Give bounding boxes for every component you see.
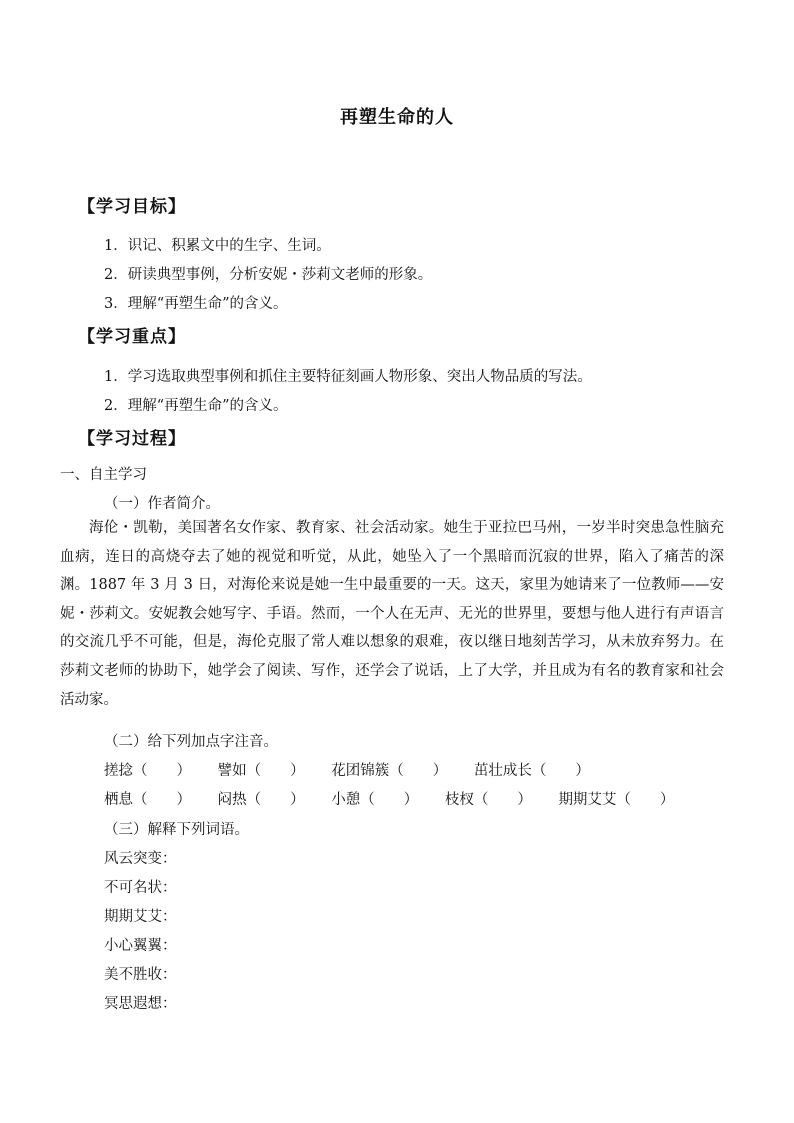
pinyin-row-1 <box>104 759 612 780</box>
vocab-item: 小心翼翼： <box>104 938 177 954</box>
pinyin-item: 譬如（ ） <box>217 763 305 779</box>
goal-item-1: 1．识记、积累文中的生字、生词。 <box>104 238 331 254</box>
pinyin-item: 茁壮成长（ ） <box>473 763 590 779</box>
vocab-item: 美不胜收： <box>104 967 177 983</box>
vocab-item: 风云突变： <box>104 851 177 867</box>
vocab-item: 不可名状： <box>104 880 177 896</box>
pinyin-item: 小憩（ ） <box>331 792 419 808</box>
process-heading: 【学习过程】 <box>78 429 186 449</box>
pinyin-item: 枝杈（ ） <box>444 792 532 808</box>
subsection-author-heading: （一）作者简介。 <box>104 496 220 512</box>
goal-item-3: 3．理解“再塑生命”的含义。 <box>104 296 288 312</box>
goals-heading: 【学习目标】 <box>78 197 186 217</box>
pinyin-item: 闷热（ ） <box>217 792 305 808</box>
goal-item-2: 2．研读典型事例，分析安妮・莎莉文老师的形象。 <box>104 267 433 283</box>
pinyin-item: 花团锦簇（ ） <box>331 763 448 779</box>
focus-item-2: 2．理解“再塑生命”的含义。 <box>104 398 288 414</box>
pinyin-item: 搓捻（ ） <box>104 763 191 779</box>
pinyin-item: 栖息（ ） <box>104 792 191 808</box>
page-title: 再塑生命的人 <box>340 107 454 128</box>
vocab-item: 冥思遐想： <box>104 996 177 1012</box>
part-one-heading: 一、自主学习 <box>60 467 147 483</box>
vocab-item: 期期艾艾： <box>104 909 177 925</box>
focus-item-1: 1．学习选取典型事例和抓住主要特征刻画人物形象、突出人物品质的写法。 <box>104 369 592 385</box>
subsection-pinyin-heading: （二）给下列加点字注音。 <box>104 734 278 750</box>
pinyin-row-2 <box>104 788 696 809</box>
pinyin-item: 期期艾艾（ ） <box>558 792 675 808</box>
focus-heading: 【学习重点】 <box>78 327 186 347</box>
author-bio-paragraph: 海伦・凯勒，美国著名女作家、教育家、社会活动家。她生于亚拉巴马州，一岁半时突患急性脑充血病，连日的高烧夺去了她的视觉和听觉，从此，她坠入了一个黑暗而沉寂的世界，陷入了痛苦的深渊。1887 年 3 月 3 日，对海伦来说是她一生中最重要的一天。这天，家里为她请来了一位教师——安妮・莎莉文。安妮教会她写字、手语。然而，一个人在无声、无光的世界里，要想与他人进行有声语言的交流几乎不可能，但是，海伦克服了常人难以想象的艰难，夜以继日地刻苦学习，从未放弃努力。在莎莉文老师的协助下，她学会了阅读、写作，还学会了说话，上了大学，并且成为有名的教育家和社会活动家。 <box>60 520 724 708</box>
subsection-vocab-heading: （三）解释下列词语。 <box>104 822 249 838</box>
